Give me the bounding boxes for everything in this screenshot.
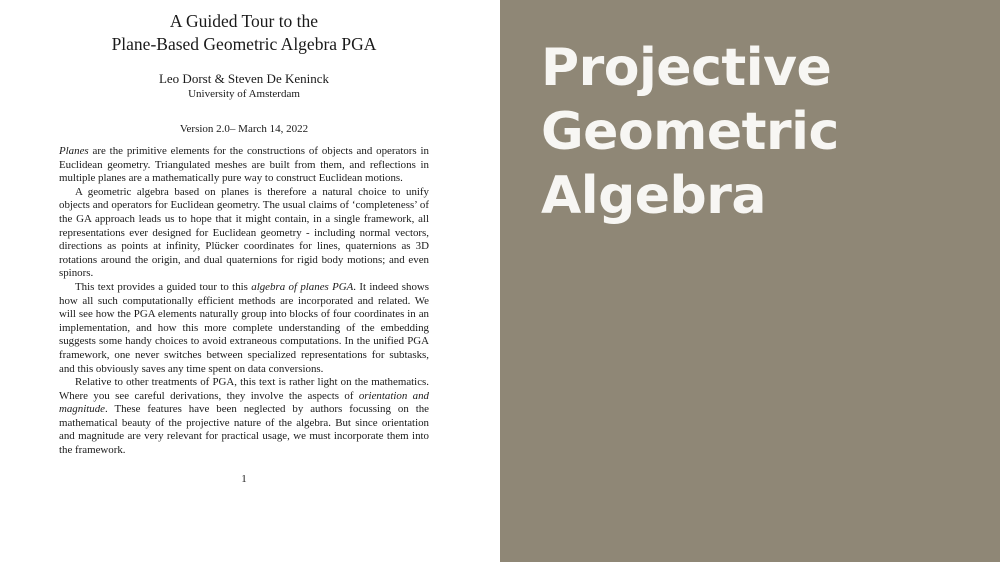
paragraph-text: . It indeed shows how all such computationally efficient methods are incorporated and related. We will see how the PGA elements naturally group into blocks of four coordinates in an implementation, and how this more complete understanding of the embedding suggests some handy choices to avoid extraneous computations. In the unified PGA framework, one never switches between specialized representations for subtasks, and this obviously saves any time spent on data conversions. — [59, 280, 429, 375]
paper-title-line-2: Plane-Based Geometric Algebra PGA — [111, 34, 377, 54]
paper-abstract — [59, 145, 429, 458]
slide-title-line-2: Geometric — [541, 102, 839, 162]
paper-version: Version 2.0– March 14, 2022 — [179, 123, 309, 135]
paper-affiliation: University of Amsterdam — [188, 88, 300, 100]
paragraph-text: This text provides a guided tour to this — [75, 280, 252, 293]
paragraph-text: Relative to other treatments of PGA, this text is rather light on the mathematics. Where you see careful derivations, they involve the aspects of — [59, 376, 429, 402]
paragraph-4 — [59, 376, 429, 458]
slide-title-line-3: Algebra — [541, 166, 767, 226]
paragraph-text: are the primitive elements for the constructions of objects and operators in Euclidean geometry. Triangulated meshes are built from them, and reflections in multiple planes are a mathematically pure way to construct Euclidean motions. — [59, 145, 429, 185]
paper-title — [59, 10, 429, 56]
emphasis: Planes — [59, 145, 89, 157]
emphasis: orientation and magnitude — [59, 389, 429, 416]
paper-title-line-1: A Guided Tour to the — [169, 11, 319, 31]
paragraph-text: . These features have been neglected by authors focussing on the mathematical beauty of the projective nature of the algebra. But since orientation and magnitude are very relevant for practical usage, we must incorporate them into the framework. — [59, 403, 429, 457]
slide-title — [541, 36, 839, 228]
paragraph-1 — [59, 145, 429, 186]
paragraph-2: A geometric algebra based on planes is therefore a natural choice to unify objects and operators for Euclidean geometry. The usual claims of ‘completeness’ of the GA approach leads us to hope that it might contain, in a single framework, all representations ever designed for Euclidean geometry - including normal vectors, directions as points at infinity, Plücker coordinates for lines, quaternions as 3D rotations around the origin, and dual quaternions for rigid body motions; and even spinors. — [59, 185, 429, 280]
slide-title-line-1: Projective — [541, 38, 832, 98]
emphasis: algebra of planes PGA — [251, 280, 354, 293]
paper-content — [59, 10, 429, 485]
paper-authors: Leo Dorst & Steven De Keninck — [158, 71, 330, 86]
page-number: 1 — [241, 472, 247, 485]
paragraph-3 — [59, 281, 429, 376]
